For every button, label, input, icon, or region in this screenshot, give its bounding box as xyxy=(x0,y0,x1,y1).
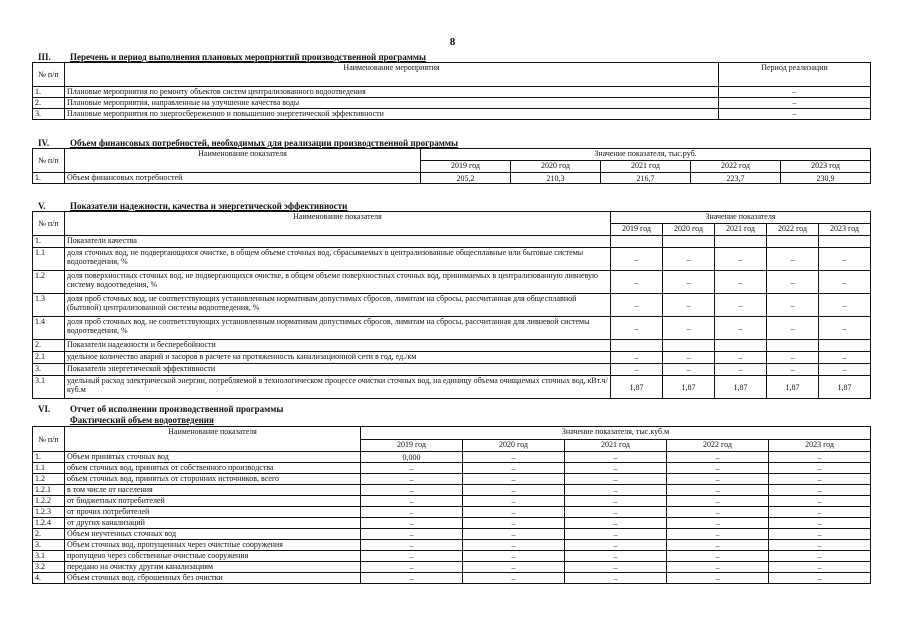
col-header-num: № п/п xyxy=(33,212,65,236)
col-header-year: 2019 год xyxy=(421,161,511,173)
table-row xyxy=(33,573,871,584)
row-value: – xyxy=(463,463,565,474)
row-name: Объем сточных вод, сброшенных без очистки xyxy=(65,573,361,584)
row-number: 2. xyxy=(33,529,65,540)
table-row xyxy=(33,248,871,271)
row-value: – xyxy=(767,248,819,271)
row-number: 3. xyxy=(33,540,65,551)
row-period: – xyxy=(719,109,871,120)
row-name: в том числе от населения xyxy=(65,485,361,496)
row-value: – xyxy=(663,352,715,364)
row-value: 0,000 xyxy=(361,452,463,463)
col-header-num: № п/п xyxy=(33,63,65,87)
row-value: – xyxy=(361,496,463,507)
row-number: 1.2.1 xyxy=(33,485,65,496)
row-name: от бюджетных потребителей xyxy=(65,496,361,507)
row-name: объем сточных вод, принятых от собственного производства xyxy=(65,463,361,474)
row-value xyxy=(611,236,663,248)
row-value: – xyxy=(663,248,715,271)
row-number: 1.2.2 xyxy=(33,496,65,507)
row-value: – xyxy=(565,485,667,496)
section-6-heading xyxy=(38,404,283,414)
row-value: – xyxy=(463,496,565,507)
row-number: 1.3 xyxy=(33,294,65,317)
col-header-num: № п/п xyxy=(33,427,65,452)
row-value xyxy=(663,340,715,352)
row-value: – xyxy=(667,474,769,485)
row-value: – xyxy=(715,352,767,364)
row-value: – xyxy=(611,352,663,364)
table-row xyxy=(33,294,871,317)
table-row xyxy=(33,485,871,496)
execution-report-table xyxy=(32,426,871,584)
row-value: – xyxy=(565,474,667,485)
row-value: – xyxy=(463,551,565,562)
financial-needs-table xyxy=(32,148,871,184)
col-header-year: 2022 год xyxy=(767,224,819,236)
row-value: – xyxy=(463,518,565,529)
row-value xyxy=(819,340,871,352)
row-value: – xyxy=(361,562,463,573)
row-value: – xyxy=(667,496,769,507)
row-value: – xyxy=(667,573,769,584)
row-number: 3.1 xyxy=(33,376,65,399)
col-header-year: 2022 год xyxy=(691,161,781,173)
row-value: – xyxy=(769,562,871,573)
table-row xyxy=(33,452,871,463)
col-header-name: Наименование показателя xyxy=(65,149,421,173)
row-value: – xyxy=(361,463,463,474)
row-value: – xyxy=(361,551,463,562)
row-value: – xyxy=(819,352,871,364)
section-5-title: Показатели надежности, качества и энергетической эффективности xyxy=(70,201,348,211)
row-number: 1.2 xyxy=(33,474,65,485)
row-value: – xyxy=(361,474,463,485)
col-header-year: 2020 год xyxy=(663,224,715,236)
row-value: – xyxy=(565,540,667,551)
row-value: – xyxy=(667,452,769,463)
row-period: – xyxy=(719,98,871,109)
table-row xyxy=(33,551,871,562)
row-value: – xyxy=(769,507,871,518)
table-row xyxy=(33,109,871,120)
row-value: – xyxy=(769,463,871,474)
col-header-year: 2021 год xyxy=(601,161,691,173)
col-header-name: Наименование мероприятия xyxy=(65,63,719,87)
row-value: – xyxy=(565,518,667,529)
row-value: 1,87 xyxy=(767,376,819,399)
row-value: – xyxy=(819,317,871,340)
row-name: Показатели надежности и бесперебойности xyxy=(65,340,611,352)
row-name: Объем неучтенных сточных вод xyxy=(65,529,361,540)
row-name: доля сточных вод, не подвергающихся очистке, в общем объеме сточных вод, сбрасываемых в централизованные общесплавные или бытовые системы водоотведения, % xyxy=(65,248,611,271)
row-number: 3. xyxy=(33,109,65,120)
table-row xyxy=(33,463,871,474)
col-header-year: 2023 год xyxy=(769,440,871,452)
section-3-heading xyxy=(38,52,426,62)
row-value: – xyxy=(463,507,565,518)
row-value: – xyxy=(667,463,769,474)
row-number: 1.2.3 xyxy=(33,507,65,518)
row-value: – xyxy=(463,529,565,540)
row-value: 216,7 xyxy=(601,173,691,184)
row-number: 2.1 xyxy=(33,352,65,364)
table-row xyxy=(33,271,871,294)
row-value: – xyxy=(565,496,667,507)
row-name: Объем финансовых потребностей xyxy=(65,173,421,184)
row-value: 223,7 xyxy=(691,173,781,184)
row-value: – xyxy=(715,317,767,340)
row-value: – xyxy=(611,364,663,376)
table-row xyxy=(33,87,871,98)
row-number: 1. xyxy=(33,452,65,463)
row-value: – xyxy=(565,529,667,540)
row-number: 1.2.4 xyxy=(33,518,65,529)
row-number: 3.2 xyxy=(33,562,65,573)
col-header-year: 2020 год xyxy=(511,161,601,173)
table-row xyxy=(33,317,871,340)
table-row xyxy=(33,173,871,184)
table-row xyxy=(33,507,871,518)
table-row xyxy=(33,540,871,551)
row-value: – xyxy=(361,573,463,584)
row-name: пропущено через собственные очистные сооружения xyxy=(65,551,361,562)
row-value: – xyxy=(667,551,769,562)
row-value: 230,9 xyxy=(781,173,871,184)
row-value: 1,87 xyxy=(663,376,715,399)
row-name: удельное количество аварий и засоров в расчете на протяженность канализационной сети в год, ед./км xyxy=(65,352,611,364)
table-row xyxy=(33,496,871,507)
table-row xyxy=(33,98,871,109)
row-value xyxy=(715,340,767,352)
row-value: – xyxy=(715,364,767,376)
row-value: 1,87 xyxy=(611,376,663,399)
row-value: – xyxy=(611,271,663,294)
row-value: – xyxy=(769,452,871,463)
col-header-year: 2023 год xyxy=(781,161,871,173)
planned-measures-table xyxy=(32,62,871,120)
page-number: 8 xyxy=(449,36,456,48)
col-header-year: 2019 год xyxy=(361,440,463,452)
row-name: Плановые мероприятия по энергосбережению и повышению энергетической эффективности xyxy=(65,109,719,120)
row-name: Плановые мероприятия по ремонту объектов систем централизованного водоотведения xyxy=(65,87,719,98)
row-value: – xyxy=(819,364,871,376)
col-header-year: 2023 год xyxy=(819,224,871,236)
row-value: – xyxy=(667,507,769,518)
row-value: – xyxy=(611,294,663,317)
table-row xyxy=(33,529,871,540)
row-value: – xyxy=(767,317,819,340)
row-value: – xyxy=(715,271,767,294)
row-value xyxy=(611,340,663,352)
row-number: 1.2 xyxy=(33,271,65,294)
row-value: – xyxy=(361,529,463,540)
section-5-heading xyxy=(38,201,347,211)
col-header-name: Наименование показателя xyxy=(65,427,361,452)
row-value: – xyxy=(769,496,871,507)
row-value: – xyxy=(565,562,667,573)
row-value: – xyxy=(463,540,565,551)
row-value: – xyxy=(463,562,565,573)
row-name: доля проб сточных вод, не соответствующих установленным нормативам допустимых сбросов, лимитам на сбросы, рассчитанная для общесплавной (бытовой) централизованной системы водоотведения, % xyxy=(65,294,611,317)
row-value: – xyxy=(819,294,871,317)
row-number: 1. xyxy=(33,236,65,248)
row-number: 2. xyxy=(33,98,65,109)
row-number: 1.1 xyxy=(33,248,65,271)
row-value: – xyxy=(819,271,871,294)
row-value: – xyxy=(663,364,715,376)
table-row xyxy=(33,236,871,248)
row-value: – xyxy=(663,317,715,340)
table-row xyxy=(33,340,871,352)
row-value: – xyxy=(565,463,667,474)
row-value xyxy=(767,340,819,352)
row-value: – xyxy=(667,518,769,529)
row-number: 3.1 xyxy=(33,551,65,562)
row-value: – xyxy=(769,551,871,562)
row-name: Показатели качества xyxy=(65,236,611,248)
row-value: – xyxy=(611,317,663,340)
col-header-value: Значение показателя, тыс.куб.м xyxy=(361,427,871,440)
row-value: – xyxy=(769,529,871,540)
row-value: – xyxy=(667,485,769,496)
table-row xyxy=(33,562,871,573)
row-value: – xyxy=(361,507,463,518)
row-number: 1. xyxy=(33,173,65,184)
row-value: – xyxy=(565,573,667,584)
row-value: – xyxy=(667,529,769,540)
col-header-year: 2020 год xyxy=(463,440,565,452)
row-value: 210,3 xyxy=(511,173,601,184)
row-value: – xyxy=(767,294,819,317)
col-header-year: 2022 год xyxy=(667,440,769,452)
row-value xyxy=(767,236,819,248)
col-header-period: Период реализации xyxy=(719,63,871,87)
row-value: – xyxy=(667,540,769,551)
row-value: – xyxy=(565,452,667,463)
row-value: – xyxy=(463,452,565,463)
row-value xyxy=(819,236,871,248)
table-row xyxy=(33,518,871,529)
table-row xyxy=(33,364,871,376)
row-value: – xyxy=(463,485,565,496)
row-value: – xyxy=(769,485,871,496)
row-value: – xyxy=(463,573,565,584)
row-name: Объем сточных вод, пропущенных через очистные сооружения xyxy=(65,540,361,551)
row-number: 2. xyxy=(33,340,65,352)
row-value: – xyxy=(663,271,715,294)
row-value: 1,87 xyxy=(715,376,767,399)
row-value: – xyxy=(565,551,667,562)
row-value: – xyxy=(769,518,871,529)
row-value: – xyxy=(463,474,565,485)
row-number: 1. xyxy=(33,87,65,98)
table-row xyxy=(33,474,871,485)
col-header-name: Наименование показателя xyxy=(65,212,611,236)
col-header-value: Значение показателя xyxy=(611,212,871,224)
row-name: Объем принятых сточных вод xyxy=(65,452,361,463)
row-name: от прочих потребителей xyxy=(65,507,361,518)
row-name: Плановые мероприятия, направленные на улучшение качества воды xyxy=(65,98,719,109)
row-name: доля поверхностных сточных вод, не подвергающихся очистке, в общем объеме поверхностных сточных вод, принимаемых в централизованную ливневую систему водоотведения, % xyxy=(65,271,611,294)
row-value xyxy=(663,236,715,248)
row-value: – xyxy=(819,248,871,271)
section-3-number: III. xyxy=(38,52,51,62)
section-5-number: V. xyxy=(38,201,46,211)
section-6-number: VI. xyxy=(38,404,51,414)
row-value: – xyxy=(715,294,767,317)
section-4-heading xyxy=(38,138,458,148)
row-value: – xyxy=(767,352,819,364)
row-value xyxy=(715,236,767,248)
row-value: – xyxy=(361,518,463,529)
section-4-number: IV. xyxy=(38,138,50,148)
section-4-title: Объем финансовых потребностей, необходимых для реализации производственной программы xyxy=(70,138,459,148)
reliability-indicators-table xyxy=(32,211,871,399)
row-value: – xyxy=(361,485,463,496)
table-row xyxy=(33,376,871,399)
row-name: удельный расход электрической энергии, потребляемой в технологическом процессе очистки сточных вод, на единицу объема очищаемых сточных вод, кВт.ч/куб.м xyxy=(65,376,611,399)
row-number: 4. xyxy=(33,573,65,584)
row-value: 205,2 xyxy=(421,173,511,184)
col-header-year: 2019 год xyxy=(611,224,663,236)
row-value: – xyxy=(565,507,667,518)
row-name: от других канализаций xyxy=(65,518,361,529)
section-6-subtitle xyxy=(70,415,214,425)
row-name: Показатели энергетической эффективности xyxy=(65,364,611,376)
row-period: – xyxy=(719,87,871,98)
section-6-title: Отчет об исполнении производственной программы xyxy=(70,404,284,414)
col-header-year: 2021 год xyxy=(715,224,767,236)
row-value: 1,87 xyxy=(819,376,871,399)
row-value: – xyxy=(769,573,871,584)
row-number: 1.1 xyxy=(33,463,65,474)
table-row xyxy=(33,352,871,364)
row-value: – xyxy=(611,248,663,271)
row-value: – xyxy=(663,294,715,317)
row-value: – xyxy=(715,248,767,271)
row-name: передано на очистку другим канализациям xyxy=(65,562,361,573)
row-number: 3. xyxy=(33,364,65,376)
col-header-num: № п/п xyxy=(33,149,65,173)
section-6-subtitle-text: Фактический объем водоотведения xyxy=(70,415,214,425)
row-number: 1.4 xyxy=(33,317,65,340)
col-header-value: Значение показателя, тыс.руб. xyxy=(421,149,871,161)
row-value: – xyxy=(767,364,819,376)
section-3-title: Перечень и период выполнения плановых мероприятий производственной программы xyxy=(70,52,427,62)
col-header-year: 2021 год xyxy=(565,440,667,452)
row-value: – xyxy=(767,271,819,294)
row-value: – xyxy=(667,562,769,573)
row-name: доля проб сточных вод, не соответствующих установленным нормативам допустимых сбросов, лимитам на сбросы, рассчитанная для ливневой системы водоотведения, % xyxy=(65,317,611,340)
row-value: – xyxy=(769,540,871,551)
row-name: объем сточных вод, принятых от сторонних источников, всего xyxy=(65,474,361,485)
row-value: – xyxy=(769,474,871,485)
row-value: – xyxy=(361,540,463,551)
